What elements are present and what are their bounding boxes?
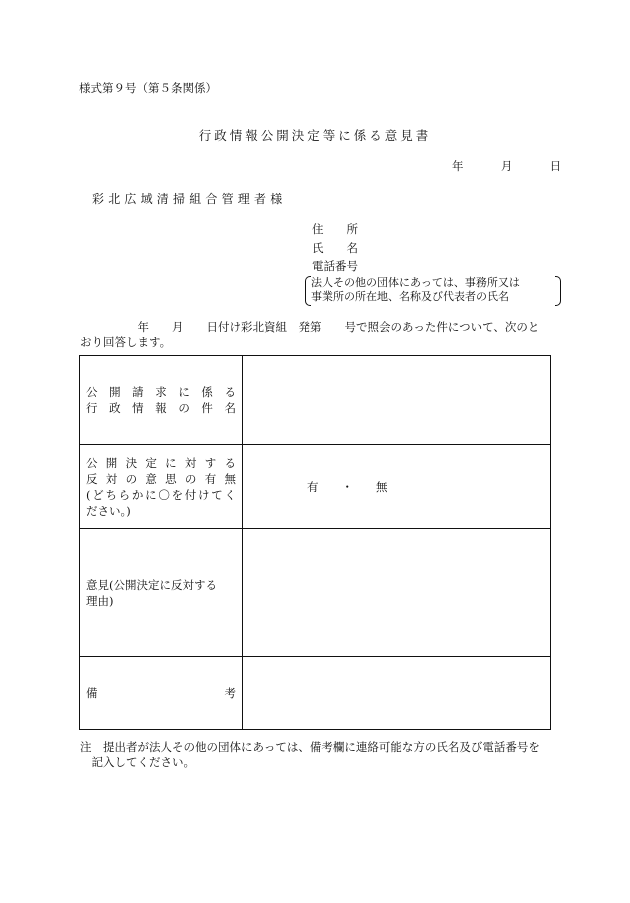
subject-field[interactable]: [243, 356, 551, 445]
address-label: 住 所: [312, 222, 358, 236]
objection-label: [80, 445, 243, 529]
table-row: [80, 356, 551, 445]
document-title: 行政情報公開決定等に係る意見書: [198, 128, 432, 143]
date-year: 年: [452, 159, 464, 173]
reason-label-line2: 理由): [86, 593, 114, 608]
objection-label-line2: 反対の意思の有無: [86, 471, 236, 486]
remarks-label-right: 考: [224, 686, 236, 700]
objection-label-line4: ださい。): [86, 503, 131, 518]
reason-field[interactable]: [243, 529, 551, 657]
phone-label: 電話番号: [312, 259, 358, 273]
subject-label-line2: 行政情報の件名: [86, 401, 236, 415]
subject-label: [80, 356, 243, 445]
yes-no-choice[interactable]: 有 ・ 無: [307, 479, 388, 494]
subject-label-line1: 公開請求に係る: [86, 385, 236, 399]
corporation-note: [305, 276, 555, 304]
table-row: [80, 445, 551, 529]
corporation-note-line1: 法人その他の団体にあっては、事務所又は: [311, 276, 520, 289]
reason-label: [80, 529, 243, 657]
footnote: [80, 740, 540, 770]
footnote-line1: 注 提出者が法人その他の団体にあっては、備考欄に連絡可能な方の氏名及び電話番号を: [80, 740, 540, 754]
addressee: 彩北広域清掃組合管理者様: [92, 192, 287, 206]
date-month: 月: [500, 159, 513, 173]
right-bracket: [555, 276, 561, 306]
corporation-note-line2: 事業所の所在地、名称及び代表者の氏名: [311, 290, 509, 303]
objection-field[interactable]: [243, 445, 551, 529]
opinion-table: [79, 355, 551, 730]
reason-label-line1: 意見(公開決定に反対する: [86, 577, 217, 592]
date-line: [452, 158, 561, 174]
objection-label-line1: 公開決定に対する: [86, 455, 236, 470]
form-number: 様式第９号（第５条関係）: [79, 81, 217, 95]
table-row: [80, 529, 551, 657]
table-row: [80, 657, 551, 730]
remarks-label: [80, 657, 243, 730]
body-line1: 年 月 日付け彩北資組 発第 号で照会のあった件について、次のと: [80, 320, 540, 334]
date-day: 日: [549, 159, 562, 173]
remarks-label-left: 備: [86, 686, 98, 700]
objection-label-line3: (どちらかに〇を付けてく: [86, 487, 236, 502]
remarks-field[interactable]: [243, 657, 551, 730]
left-bracket: [305, 276, 311, 306]
footnote-line2: 記入してください。: [80, 755, 195, 769]
body-line2: おり回答します。: [80, 335, 172, 349]
body-text: [80, 320, 560, 350]
name-label: 氏 名: [312, 241, 358, 255]
